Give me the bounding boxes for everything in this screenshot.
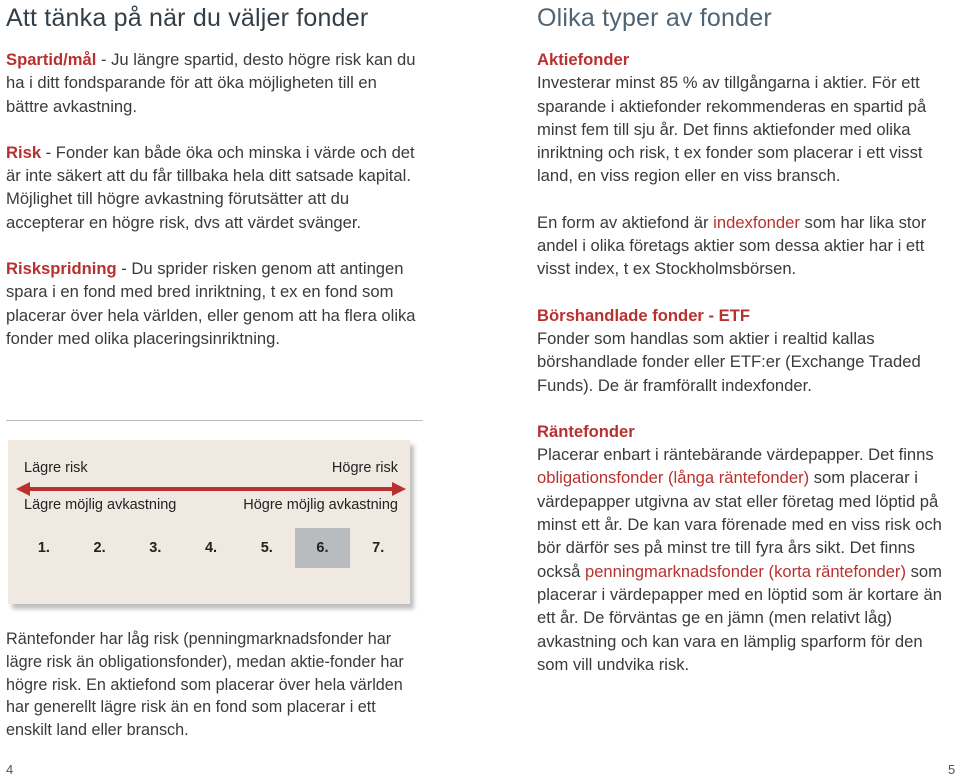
risk-level-7: 7.: [372, 540, 385, 556]
section-divider: [6, 420, 423, 421]
term-indexfonder: indexfonder: [713, 212, 800, 232]
low-return-label: Lägre möjlig avkastning: [24, 497, 177, 513]
rantefonder-text-c: som placerar i värdepapper med en löptid som är kortare än ett år. De förväntas ge en jämn (men relativt låg) avkastning och kan vara en lämplig sparform för den som vill undvika risk.: [537, 561, 942, 674]
term-riskspridning: Riskspridning: [6, 259, 117, 279]
bottom-paragraph: Räntefonder har låg risk (penningmarknadsfonder har lägre risk än obligationsfonder), medan aktie-fonder har högre risk. En aktiefond som placerar över hela världen har generellt lägre risk än en fond som placerar i ett enskilt land eller bransch.: [6, 630, 404, 740]
heading-aktiefonder: Aktiefonder: [537, 50, 630, 69]
heading-rantefonder: Räntefonder: [537, 421, 635, 441]
low-risk-label: Lägre risk: [24, 460, 88, 476]
paragraph-risk: [6, 141, 416, 234]
term-obligationsfonder: obligationsfonder (långa räntefonder): [537, 468, 810, 488]
rantefonder-text-b: som placerar i värdepapper utgivna av stat eller företag med löptid på minst ett år. De kan vara förenade med en viss risk och bör därför ses på minst tre till fyra års sikt. Det finns också: [537, 468, 942, 581]
term-risk: Risk: [6, 142, 42, 162]
term-spartid: Spartid/mål: [6, 50, 97, 69]
risk-level-6: 6.: [295, 528, 351, 568]
term-penningmarknadsfonder: penningmarknadsfonder (korta räntefonder): [584, 561, 906, 581]
paragraph-spartid-text: - Ju längre spartid, desto högre risk kan du ha i ditt fondsparande för att öka möjligheten till en bättre avkastning.: [6, 50, 416, 116]
rantefonder-text-a: Placerar enbart i räntebärande värdepapper. Det finns: [537, 445, 934, 465]
section-aktiefonder: [537, 48, 949, 188]
left-page-title: Att tänka på när du väljer fonder: [6, 4, 369, 32]
risk-level-4: 4.: [204, 540, 218, 556]
paragraph-riskspridning: [6, 257, 416, 350]
aktiefonder-text: Investerar minst 85 % av tillgångarna i aktier. För ett sparande i aktiefonder rekommenderas en spartid på minst fem till sju år. Det finns aktiefonder med olika inriktning och risk, t ex fonder som placerar i ett visst land, en viss region eller en viss bransch.: [537, 73, 927, 186]
left-content: [6, 2, 416, 350]
right-page-title: Olika typer av fonder: [537, 4, 772, 32]
section-etf: [537, 304, 949, 397]
risk-arrow-line: [28, 487, 394, 491]
section-rantefonder: [537, 420, 949, 676]
risk-level-5: 5.: [260, 540, 273, 556]
page-number-right: 5: [948, 762, 956, 777]
high-risk-label: Högre risk: [331, 460, 398, 476]
arrow-right-head: [392, 482, 406, 496]
paragraph-riskspridning-text: - Du sprider risken genom att antingen spara i en fond med bred inriktning, t ex en fond som placerar över hela världen, eller genom att ha flera olika fonder med olika placeringsinriktning.: [6, 259, 416, 348]
etf-text: Fonder som handlas som aktier i realtid kallas börshandlade fonder eller ETF:er (Exchange Traded Funds). De är framförallt indexfonder.: [537, 328, 921, 395]
risk-level-2: 2.: [93, 540, 106, 556]
page-number-left: 4: [6, 762, 14, 777]
paragraph-spartid: [6, 48, 416, 118]
risk-level-1: 1.: [37, 540, 50, 556]
risk-level-scale: [16, 528, 406, 568]
paragraph-risk-text: - Fonder kan både öka och minska i värde och det är inte säkert att du får tillbaka hela ditt satsade kapital. Möjlighet till högre avkastning förutsätter att du accepterar en högre risk, dvs att värdet svänger.: [6, 142, 415, 232]
heading-etf: Börshandlade fonder - ETF: [537, 305, 750, 325]
right-content: [537, 2, 949, 676]
high-return-label: Högre möjlig avkastning: [243, 497, 398, 513]
risk-scale-box: [8, 440, 410, 604]
paragraph-indexfonder: [537, 211, 949, 281]
risk-level-3: 3.: [149, 540, 162, 556]
indexfonder-post: som har lika stor andel i olika företags aktier som dessa aktier har i ett visst index, t ex Stockholmsbörsen.: [537, 212, 927, 279]
indexfonder-pre: En form av aktiefond är: [537, 212, 714, 232]
